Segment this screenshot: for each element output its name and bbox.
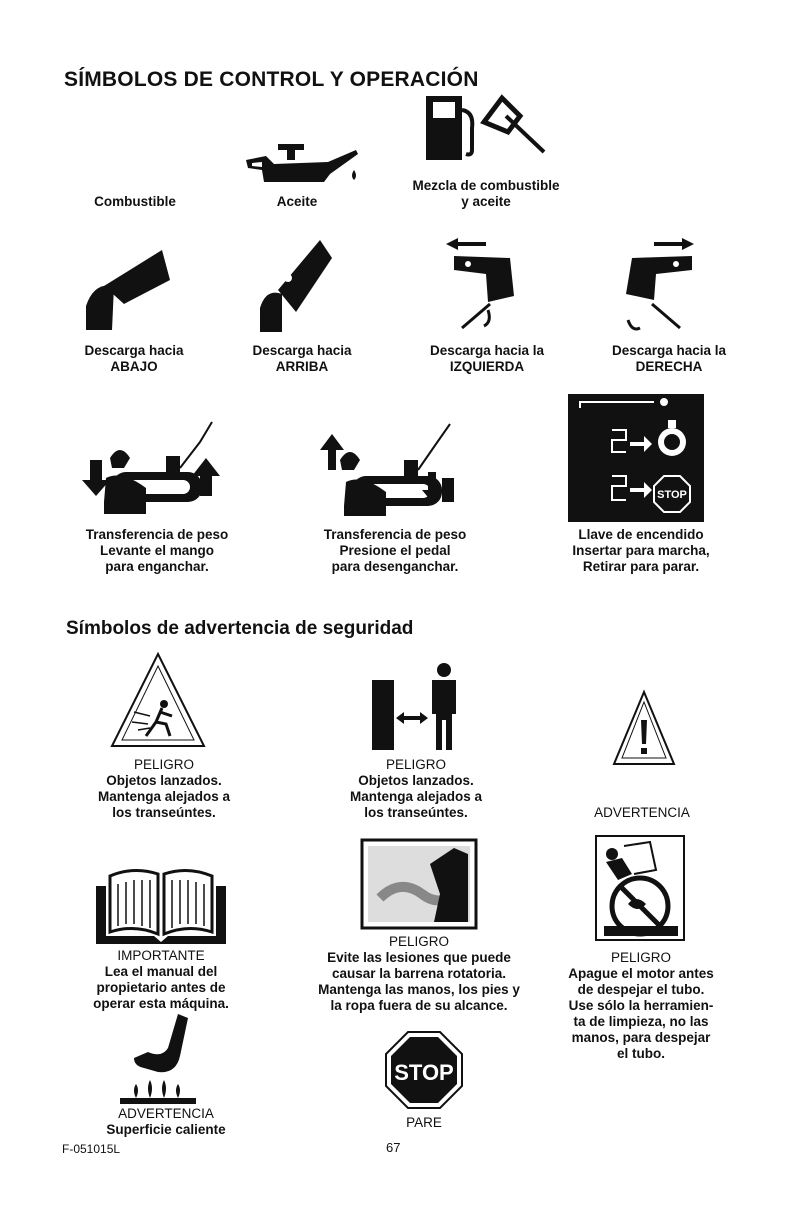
hot-surface-icon <box>118 1012 198 1104</box>
weight-transfer-press-icon <box>318 420 468 520</box>
hot-surface-caption: ADVERTENCIA Superficie caliente <box>106 1106 226 1137</box>
thrown-objects-warning-icon <box>110 652 206 748</box>
page-number: 67 <box>386 1140 401 1155</box>
safety-section-title: Símbolos de advertencia de seguridad <box>66 618 414 639</box>
oil-caption: Aceite <box>276 194 318 209</box>
danger-auger-caption: PELIGRO Evite las lesiones que puede causar la barrena rotatoria. Mantenga las manos, los pies y la ropa fuera de su alcance. <box>318 934 520 1013</box>
page-title: SÍMBOLOS DE CONTROL Y OPERACIÓN <box>64 68 479 91</box>
fuel-pump-icon <box>424 92 550 164</box>
stop-sign-icon <box>384 1030 464 1110</box>
owners-manual-icon <box>94 866 228 946</box>
stop-sign-text: STOP <box>394 1060 454 1085</box>
fuel-caption: Combustible <box>94 194 176 209</box>
document-code: F-051015L <box>62 1142 121 1156</box>
chute-left-icon <box>440 236 530 340</box>
important-manual-caption: IMPORTANTE Lea el manual del propietario antes de operar esta máquina. <box>93 948 229 1011</box>
warning-triangle-icon <box>612 690 676 766</box>
warning-caption: ADVERTENCIA <box>594 805 690 820</box>
danger-thrown-objects-caption-2: PELIGRO Objetos lanzados. Mantenga alejados a los transeúntes. <box>349 757 483 820</box>
engine-off-danger-icon <box>594 834 686 942</box>
chute-down-icon <box>84 246 174 336</box>
bystander-distance-icon <box>372 662 464 752</box>
auger-hazard-icon <box>360 838 478 930</box>
ignition-key-icon <box>568 394 704 522</box>
weight-transfer-lift-icon <box>76 418 226 518</box>
fuel-oil-mix-caption: Mezcla de combustible y aceite <box>412 178 560 209</box>
discharge-right-caption: Descarga hacia la DERECHA <box>611 343 727 374</box>
danger-engine-off-caption: PELIGRO Apague el motor antes de despejar el tubo. Use sólo la herramien- ta de limpieza, no las manos, para despejar el tubo. <box>568 950 714 1061</box>
ignition-key-caption: Llave de encendido Insertar para marcha, Retirar para parar. <box>572 527 710 574</box>
chute-up-icon <box>258 238 338 338</box>
weight-transfer-lift-caption: Transferencia de peso Levante el mango para enganchar. <box>85 527 229 574</box>
discharge-down-caption: Descarga hacia ABAJO <box>84 343 184 374</box>
weight-transfer-press-caption: Transferencia de peso Presione el pedal para desenganchar. <box>323 527 467 574</box>
oil-can-icon <box>244 142 362 192</box>
discharge-left-caption: Descarga hacia la IZQUIERDA <box>429 343 545 374</box>
ignition-stop-text: STOP <box>657 489 687 501</box>
chute-right-icon <box>612 236 702 340</box>
stop-caption: PARE <box>406 1115 442 1130</box>
danger-thrown-objects-caption-1: PELIGRO Objetos lanzados. Mantenga alejados a los transeúntes. <box>97 757 231 820</box>
discharge-up-caption: Descarga hacia ARRIBA <box>252 343 352 374</box>
